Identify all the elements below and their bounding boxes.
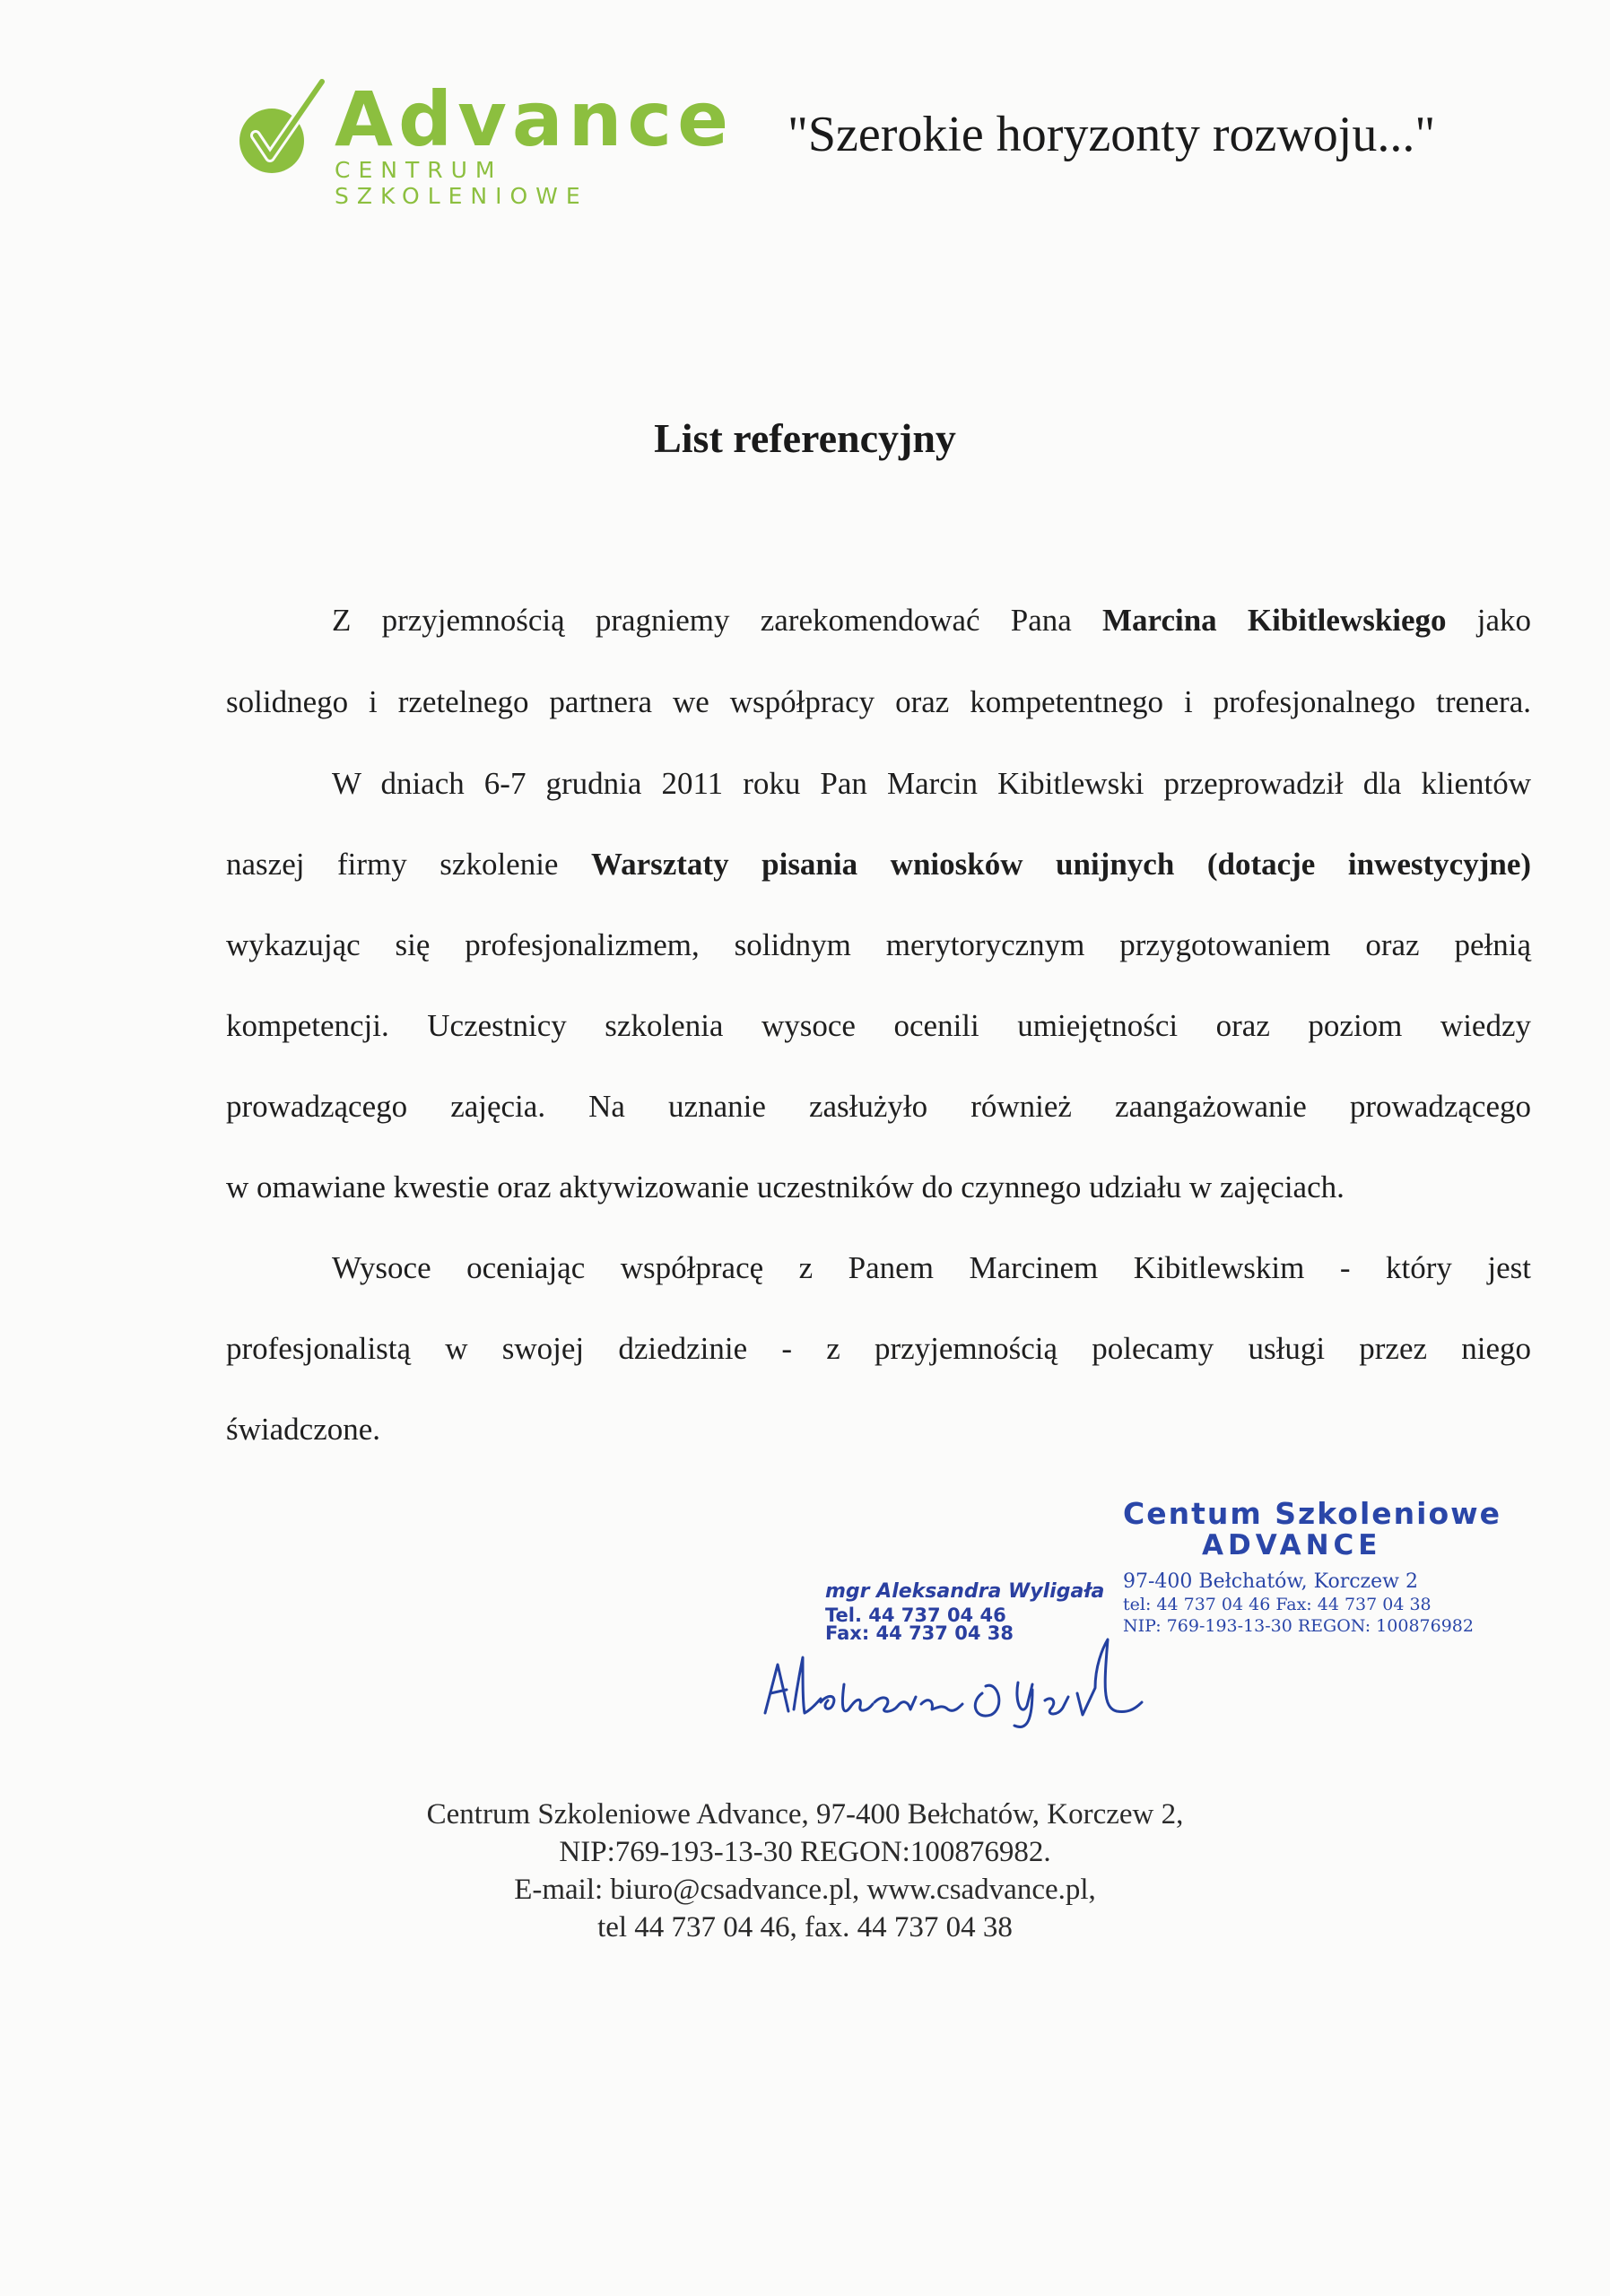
paragraph-3-line-2: profesjonalistą w swojej dziedzinie - z przyjemnością polecamy usługi przez niego [226, 1331, 1531, 1366]
footer-address: Centrum Szkoleniowe Advance, 97-400 Bełchatów, Korczew 2, [426, 1798, 1184, 1831]
stamp-person-name: mgr Aleksandra Wyligała [825, 1580, 1105, 1603]
footer-tax-ids: NIP:769-193-13-30 REGON:100876982. [559, 1836, 1051, 1868]
trainer-name: Marcina Kibitlewskiego [1102, 603, 1447, 638]
stamp-address: 97-400 Bełchatów, Korczew 2 [1123, 1570, 1418, 1593]
paragraph-2-line-4: kompetencji. Uczestnicy szkolenia wysoce ocenili umiejętności oraz poziom wiedzy [226, 1008, 1531, 1043]
paragraph-3-line-3: świadczone. [226, 1412, 381, 1447]
footer-phone-fax: tel 44 737 04 46, fax. 44 737 04 38 [597, 1911, 1013, 1944]
paragraph-1-line-2: solidnego i rzetelnego partnera we współpracy oraz kompetentnego i profesjonalnego trenera. [226, 684, 1531, 719]
document-title: List referencyjny [654, 415, 956, 461]
footer-email-web: E-mail: biuro@csadvance.pl, www.csadvance.pl, [514, 1874, 1096, 1906]
stamp-phone: tel: 44 737 04 46 Fax: 44 737 04 38 [1123, 1595, 1432, 1614]
stamp-person-fax: Fax: 44 737 04 38 [825, 1622, 1014, 1644]
handwritten-signature [758, 1631, 1188, 1729]
paragraph-2-line-5: prowadzącego zajęcia. Na uznanie zasłużyło również zaangażowanie prowadzącego [226, 1089, 1531, 1124]
logo-wordmark: Advance [335, 75, 735, 163]
checkmark-logo-icon [229, 76, 335, 182]
training-title: Warsztaty pisania wniosków unijnych (dotacje inwestycyjne) [591, 847, 1532, 882]
paragraph-2-line-2 [226, 847, 1531, 883]
text-span: jako [1476, 603, 1532, 638]
paragraph-1-line-1 [332, 603, 1531, 639]
paragraph-2-line-1: W dniach 6-7 grudnia 2011 roku Pan Marcin Kibitlewski przeprowadził dla klientów [332, 766, 1531, 801]
text-span: Z przyjemnością pragniemy zarekomendować Pana [332, 603, 1072, 638]
stamp-tax-ids: NIP: 769-193-13-30 REGON: 100876982 [1123, 1616, 1474, 1636]
slogan: "Szerokie horyzonty rozwoju..." [788, 107, 1436, 162]
document-footer [0, 1796, 1610, 1946]
paragraph-3-line-1: Wysoce oceniając współpracę z Panem Marcinem Kibitlewskim - który jest [332, 1250, 1531, 1285]
stamp-company-name: Centum Szkoleniowe [1123, 1496, 1501, 1531]
text-span: naszej firmy szkolenie [226, 847, 559, 882]
company-stamp [1123, 1496, 1501, 1636]
paragraph-2-line-6: w omawiane kwestie oraz aktywizowanie uczestników do czynnego udziału w zajęciach. [226, 1170, 1345, 1205]
logo-subtitle: CENTRUM SZKOLENIOWE [335, 157, 588, 209]
stamp-person-tel: Tel. 44 737 04 46 [825, 1605, 1006, 1626]
paragraph-2-line-3: wykazując się profesjonalizmem, solidnym merytorycznym przygotowaniem oraz pełnią [226, 927, 1531, 962]
company-logo [229, 75, 735, 209]
stamp-company-brand: ADVANCE [1202, 1529, 1382, 1561]
